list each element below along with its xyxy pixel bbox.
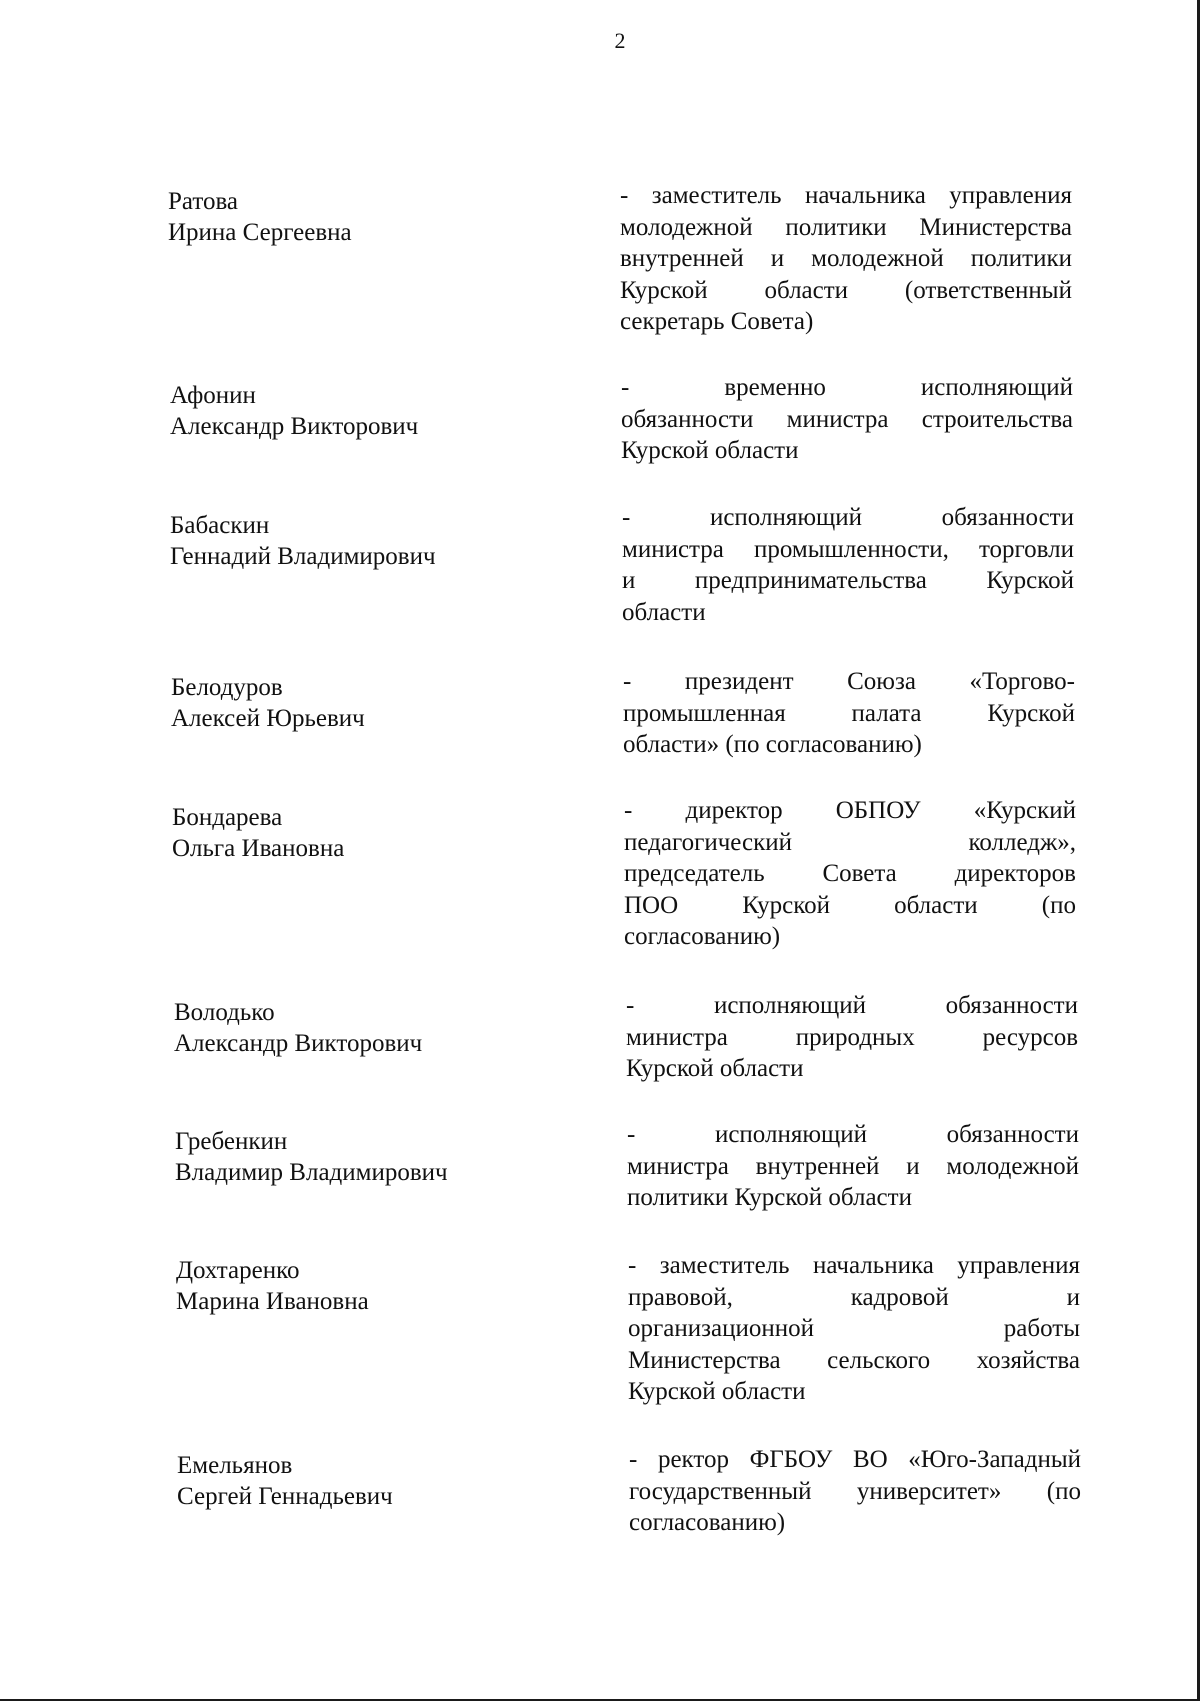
member-name <box>170 510 530 572</box>
member-position <box>627 1119 1079 1214</box>
position-line: государственный университет» (по <box>629 1477 1081 1505</box>
member-position <box>626 990 1078 1085</box>
member-surname: Гребенкин <box>175 1128 288 1155</box>
member-surname: Ратова <box>168 188 239 215</box>
member-name <box>177 1450 537 1512</box>
position-line: согласованию) <box>624 923 781 950</box>
member-name <box>168 186 528 248</box>
member-position <box>623 666 1075 761</box>
member-position <box>628 1250 1080 1408</box>
position-line: промышленная палата Курской <box>623 699 1075 727</box>
member-given-name: Сергей Геннадьевич <box>177 1483 393 1510</box>
position-line: министра внутренней и молодежной <box>627 1152 1079 1180</box>
member-position <box>624 795 1076 953</box>
member-surname: Емельянов <box>177 1452 293 1479</box>
member-surname: Володько <box>174 999 275 1026</box>
position-line: - ректор ФГБОУ ВО «Юго-Западный <box>629 1446 1081 1473</box>
position-line: - заместитель начальника управления <box>628 1252 1080 1279</box>
member-given-name: Александр Викторович <box>174 1030 423 1057</box>
position-line: политики Курской области <box>627 1184 912 1211</box>
position-line: организационной работы <box>628 1315 1080 1342</box>
position-line: председатель Совета директоров <box>624 860 1076 887</box>
member-surname: Бабаскин <box>170 512 270 539</box>
member-name <box>170 380 530 442</box>
member-given-name: Ольга Ивановна <box>172 835 345 862</box>
member-name <box>174 997 534 1059</box>
position-line: - исполняющий обязанности <box>627 1121 1079 1148</box>
member-given-name: Владимир Владимирович <box>175 1159 448 1186</box>
position-line: Министерства сельского хозяйства <box>628 1346 1080 1374</box>
position-line: - директор ОБПОУ «Курский <box>624 797 1076 824</box>
position-line: - исполняющий обязанности <box>622 504 1074 531</box>
position-line: - президент Союза «Торгово- <box>623 668 1075 695</box>
position-line: - заместитель начальника управления <box>620 182 1072 209</box>
member-position <box>629 1444 1081 1539</box>
member-position <box>622 502 1074 628</box>
member-name <box>175 1126 535 1188</box>
position-line: Курской области <box>628 1378 806 1405</box>
member-surname: Афонин <box>170 382 256 409</box>
position-line: ПОО Курской области (по <box>624 891 1076 919</box>
position-line: правовой, кадровой и <box>628 1283 1080 1311</box>
position-line: Курской области <box>621 437 799 464</box>
position-line: Курской области <box>626 1055 804 1082</box>
position-line: - исполняющий обязанности <box>626 992 1078 1019</box>
member-surname: Белодуров <box>171 674 283 701</box>
position-line: согласованию) <box>629 1509 786 1536</box>
position-line: и предпринимательства Курской <box>622 567 1074 594</box>
position-line: области <box>622 598 706 626</box>
position-line: министра промышленности, торговли <box>622 535 1074 563</box>
member-given-name: Александр Викторович <box>170 413 419 440</box>
position-line: - временно исполняющий <box>621 374 1073 401</box>
member-position <box>621 372 1073 467</box>
member-surname: Бондарева <box>172 804 283 831</box>
member-given-name: Марина Ивановна <box>176 1288 369 1315</box>
position-line: секретарь Совета) <box>620 308 814 335</box>
position-line: области» (по согласованию) <box>623 731 922 758</box>
member-given-name: Алексей Юрьевич <box>171 705 365 732</box>
position-line: молодежной политики Министерства <box>620 213 1072 241</box>
member-name <box>171 672 531 734</box>
member-name <box>172 802 532 864</box>
member-name <box>176 1255 536 1317</box>
position-line: обязанности министра строительства <box>621 405 1073 433</box>
position-line: Курской области (ответственный <box>620 276 1072 304</box>
member-given-name: Геннадий Владимирович <box>170 543 436 570</box>
position-line: внутренней и молодежной политики <box>620 245 1072 272</box>
member-position <box>620 180 1072 338</box>
position-line: педагогический колледж», <box>624 828 1076 856</box>
position-line: министра природных ресурсов <box>626 1023 1078 1051</box>
member-surname: Дохтаренко <box>176 1257 300 1284</box>
page-number: 2 <box>614 28 626 53</box>
member-given-name: Ирина Сергеевна <box>168 219 352 246</box>
